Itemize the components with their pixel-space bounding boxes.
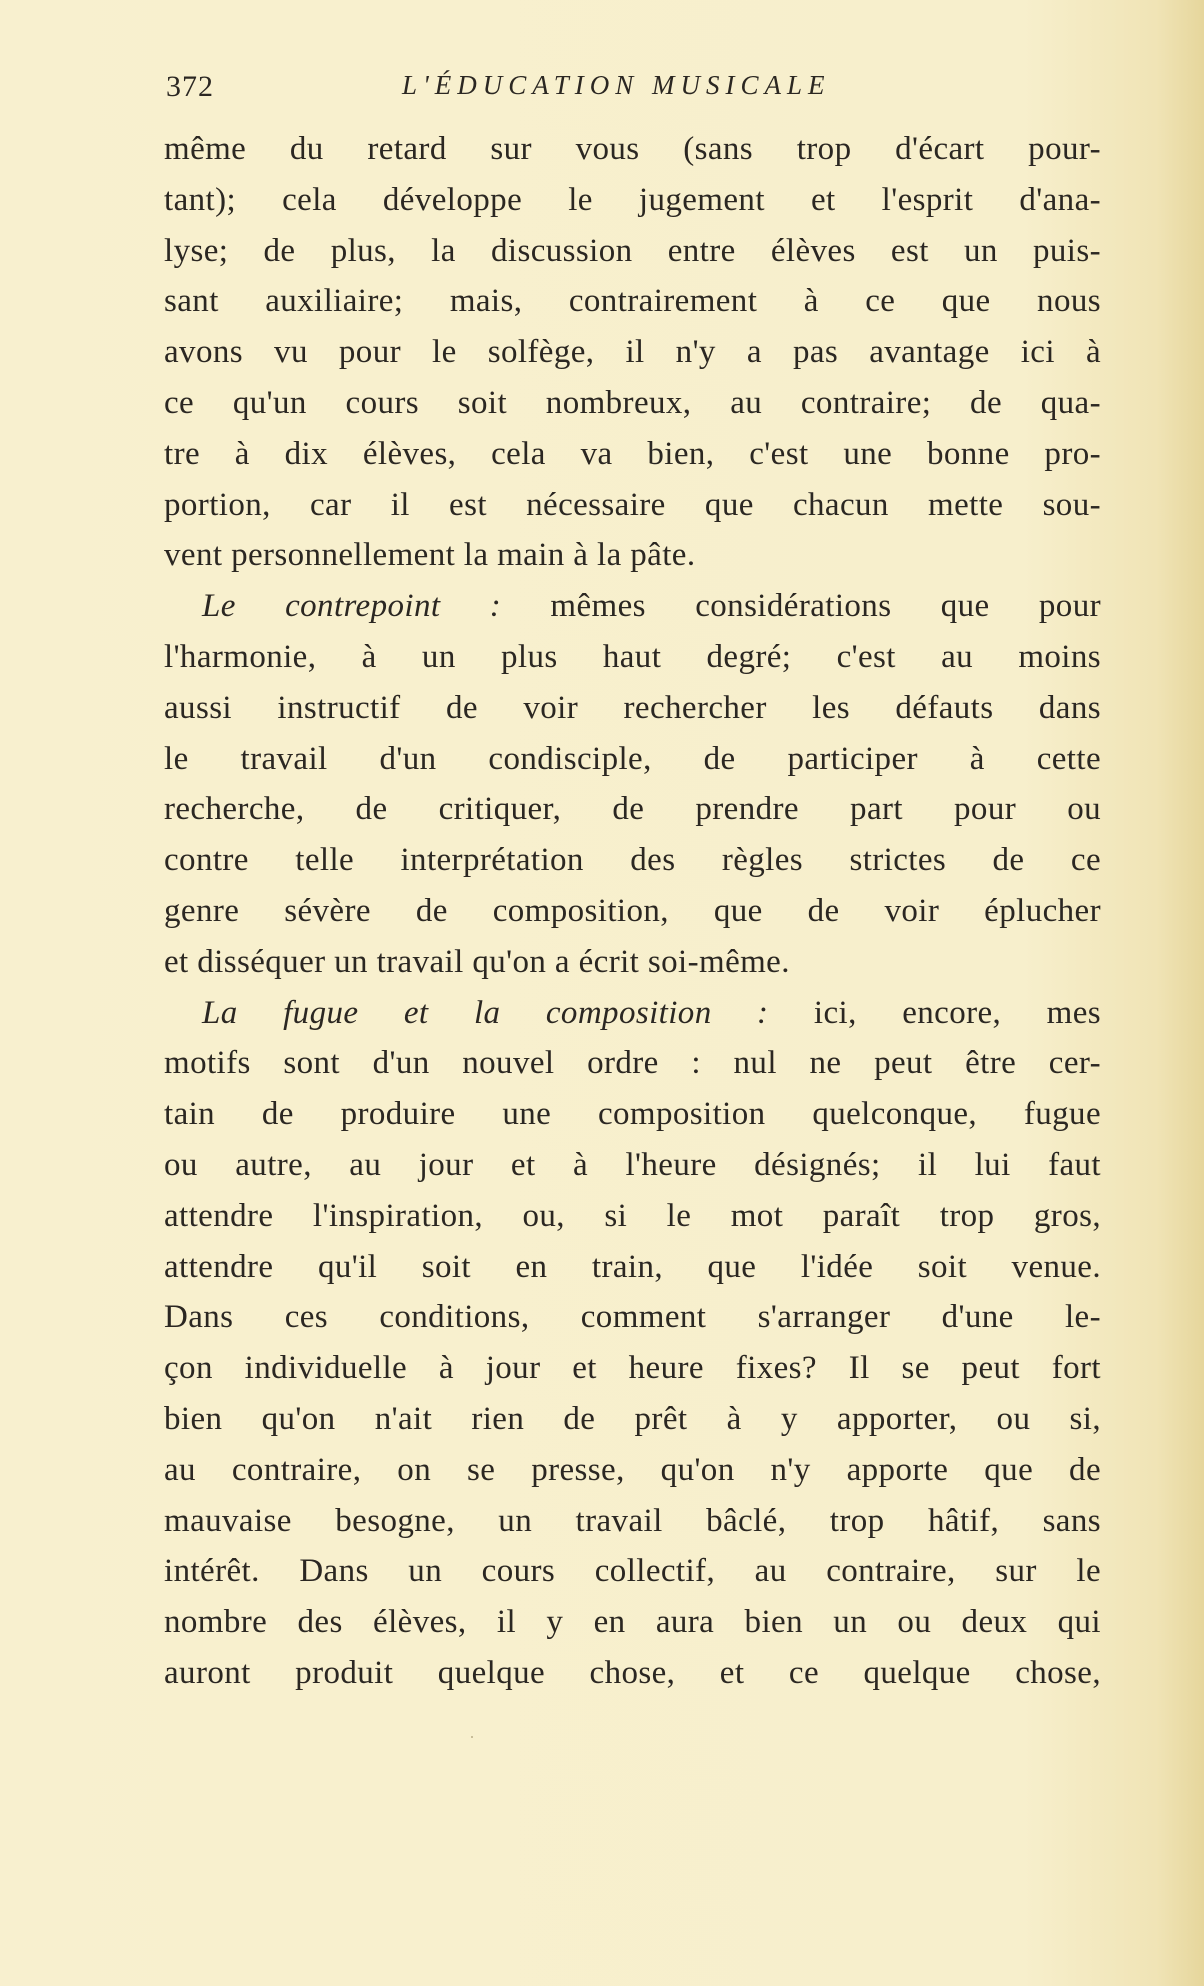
line-text: auront produit quelque chose, et ce quelque chose, — [164, 1654, 1101, 1691]
line-text: même du retard sur vous (sans trop d'écart pour- — [164, 131, 1101, 167]
text-line — [164, 784, 1101, 835]
line-text: ici, encore, mes — [768, 994, 1101, 1031]
line-text: attendre qu'il soit en train, que l'idée soit venue. — [164, 1248, 1101, 1285]
text-line — [164, 1343, 1101, 1394]
text-line — [164, 1546, 1101, 1597]
text-line — [164, 886, 1101, 937]
line-text: l'harmonie, à un plus haut degré; c'est au moins — [164, 638, 1101, 675]
line-text: aussi instructif de voir rechercher les défauts dans — [164, 689, 1101, 726]
text-line — [164, 835, 1101, 886]
line-text: intérêt. Dans un cours collectif, au contraire, sur le — [164, 1553, 1101, 1590]
line-text: lyse; de plus, la discussion entre élèves est un puis- — [164, 232, 1101, 269]
line-text: çon individuelle à jour et heure fixes? Il se peut fort — [164, 1350, 1101, 1387]
line-text: vent personnellement la main à la pâte. — [164, 537, 696, 574]
text-line — [164, 937, 1101, 988]
text-line — [164, 1445, 1101, 1496]
text-line — [164, 1496, 1101, 1547]
text-line — [164, 1242, 1101, 1293]
line-text: Dans ces conditions, comment s'arranger d'une le- — [164, 1299, 1101, 1336]
line-text: ou autre, au jour et à l'heure désignés; il lui faut — [164, 1146, 1101, 1183]
text-line — [164, 429, 1101, 480]
line-text: portion, car il est nécessaire que chacun mette sou- — [164, 486, 1101, 523]
line-text: le travail d'un condisciple, de participer à cette — [164, 740, 1101, 777]
page-header — [166, 70, 1106, 110]
text-line — [164, 1140, 1101, 1191]
running-title: L'ÉDUCATION MUSICALE — [402, 70, 831, 100]
text-line — [164, 226, 1101, 277]
text-line — [164, 581, 1101, 632]
page-number: 372 — [166, 70, 214, 103]
text-line — [164, 276, 1101, 327]
text-line — [164, 530, 1101, 581]
line-text: genre sévère de composition, que de voir éplucher — [164, 892, 1101, 929]
text-line — [164, 1394, 1101, 1445]
text-line — [164, 988, 1101, 1039]
section-heading-fugue: La fugue et la composition : — [202, 994, 769, 1031]
line-text: tain de produire une composition quelconque, fugue — [164, 1096, 1101, 1133]
text-line — [164, 175, 1101, 226]
line-text: bien qu'on n'ait rien de prêt à y apporter, ou si, — [164, 1400, 1101, 1437]
line-text: et disséquer un travail qu'on a écrit soi-même. — [164, 943, 790, 980]
text-line — [164, 327, 1101, 378]
text-line — [164, 734, 1101, 785]
text-line — [164, 1191, 1101, 1242]
body-text — [164, 124, 1101, 1699]
section-heading-contrepoint: Le contrepoint : — [202, 588, 502, 625]
text-line — [164, 480, 1101, 531]
line-text: recherche, de critiquer, de prendre part pour ou — [164, 791, 1101, 828]
text-line — [164, 1292, 1101, 1343]
text-line — [164, 378, 1101, 429]
line-text: sant auxiliaire; mais, contrairement à ce que nous — [164, 283, 1101, 320]
line-text: ce qu'un cours soit nombreux, au contraire; de qua- — [164, 384, 1101, 421]
text-line — [164, 1648, 1101, 1699]
text-line — [164, 1597, 1101, 1648]
line-text: attendre l'inspiration, ou, si le mot paraît trop gros, — [164, 1197, 1101, 1234]
paper-speck — [471, 1736, 473, 1738]
text-line — [164, 124, 1101, 175]
line-text: motifs sont d'un nouvel ordre : nul ne peut être cer- — [164, 1045, 1101, 1082]
line-text: tre à dix élèves, cela va bien, c'est une bonne pro- — [164, 435, 1101, 472]
text-line — [164, 632, 1101, 683]
text-line — [164, 683, 1101, 734]
line-text: mêmes considérations que pour — [501, 588, 1101, 625]
text-line — [164, 1089, 1101, 1140]
line-text: avons vu pour le solfège, il n'y a pas avantage ici à — [164, 334, 1101, 371]
line-text: tant); cela développe le jugement et l'esprit d'ana- — [164, 181, 1101, 218]
line-text: mauvaise besogne, un travail bâclé, trop hâtif, sans — [164, 1502, 1101, 1539]
line-text: au contraire, on se presse, qu'on n'y apporte que de — [164, 1451, 1101, 1488]
text-line — [164, 1038, 1101, 1089]
line-text: contre telle interprétation des règles strictes de ce — [164, 842, 1101, 879]
line-text: nombre des élèves, il y en aura bien un ou deux qui — [164, 1604, 1101, 1641]
